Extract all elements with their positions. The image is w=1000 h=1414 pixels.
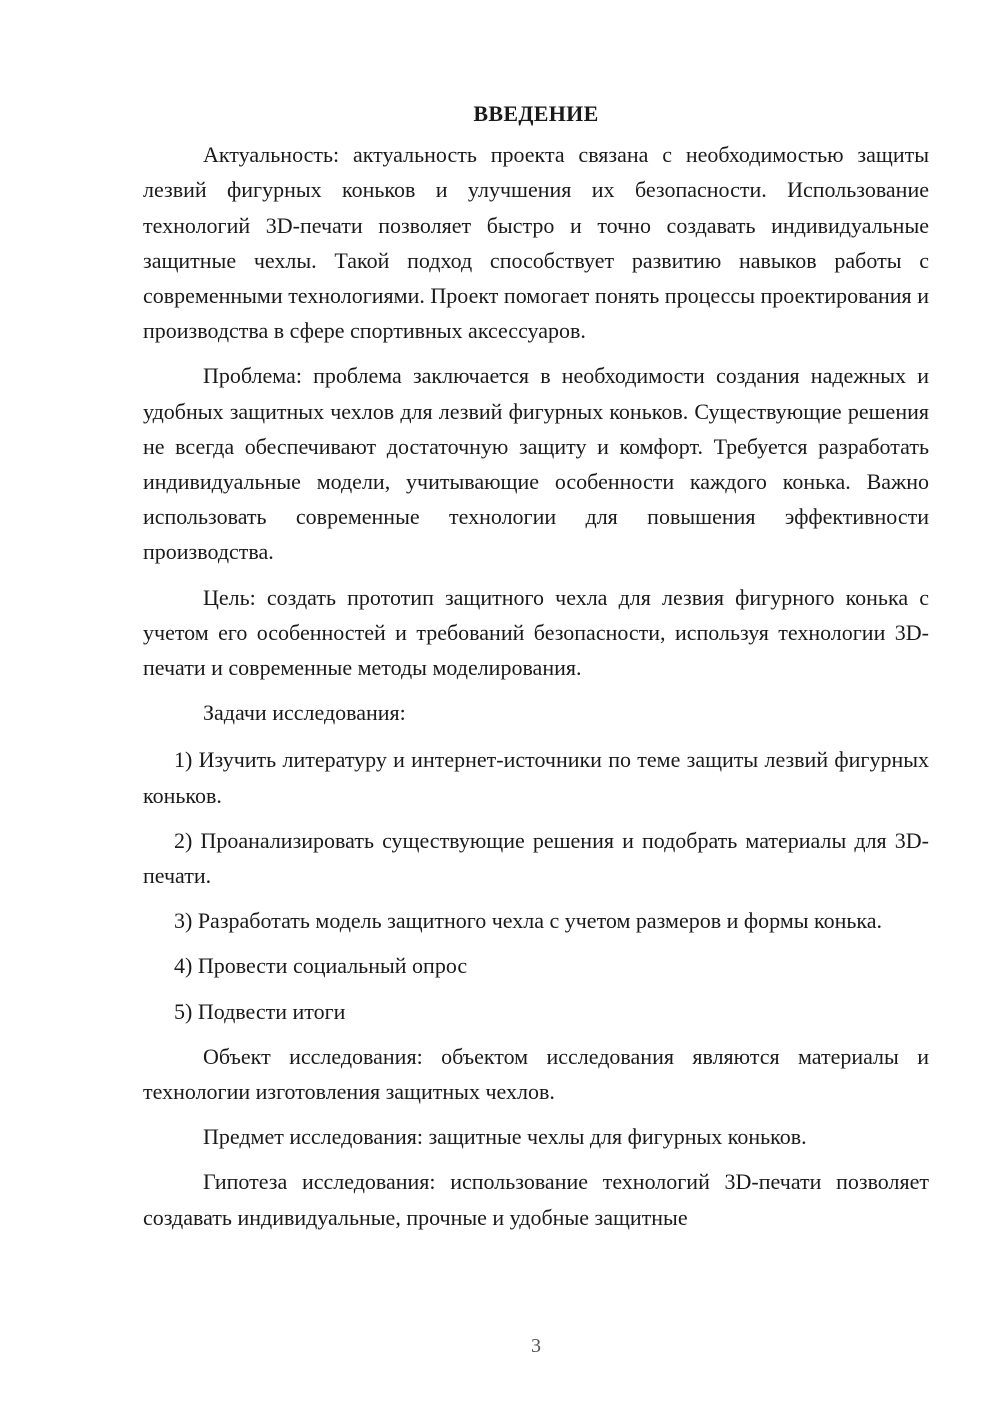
relevance-paragraph: Актуальность: актуальность проекта связана с необходимостью защиты лезвий фигурных коньков и улучшения их безопасности. Использование технологий 3D-печати позволяет быстро и точно создавать индивидуальные защитные чехлы. Такой подход способствует развитию навыков работы с современными технологиями. Проект помогает понять процессы проектирования и производства в сфере спортивных аксессуаров. bbox=[143, 142, 929, 344]
section-heading: ВВЕДЕНИЕ bbox=[473, 101, 599, 126]
problem-paragraph: Проблема: проблема заключается в необходимости создания надежных и удобных защитных чехлов для лезвий фигурных коньков. Существующие решения не всегда обеспечивают достаточную защиту и комфорт. Требуется разработать индивидуальные модели, учитывающие особенности каждого конька. Важно использовать современные технологии для повышения эффективности производства. bbox=[143, 363, 929, 565]
task-item-1: 1) Изучить литературу и интернет-источники по теме защиты лезвий фигурных коньков. bbox=[143, 747, 929, 808]
text-body bbox=[143, 96, 929, 1235]
task-item-4: 4) Провести социальный опрос bbox=[174, 953, 468, 979]
page-number: 3 bbox=[531, 1335, 541, 1357]
task-item-2: 2) Проанализировать существующие решения и подобрать материалы для 3D-печати. bbox=[143, 827, 929, 889]
hypothesis-paragraph: Гипотеза исследования: использование технологий 3D-печати позволяет создавать индивидуальные, прочные и удобные защитные bbox=[143, 1169, 929, 1230]
object-paragraph: Объект исследования: объектом исследования являются материалы и технологии изготовления защитных чехлов. bbox=[143, 1043, 929, 1105]
task-item-3: 3) Разработать модель защитного чехла с учетом размеров и формы конька. bbox=[174, 908, 883, 934]
goal-paragraph: Цель: создать прототип защитного чехла для лезвия фигурного конька с учетом его особенностей и требований безопасности, используя технологии 3D-печати и современные методы моделирования. bbox=[143, 584, 929, 681]
subject-paragraph: Предмет исследования: защитные чехлы для фигурных коньков. bbox=[203, 1124, 807, 1150]
tasks-title: Задачи исследования: bbox=[203, 700, 406, 726]
task-item-5: 5) Подвести итоги bbox=[174, 998, 346, 1024]
